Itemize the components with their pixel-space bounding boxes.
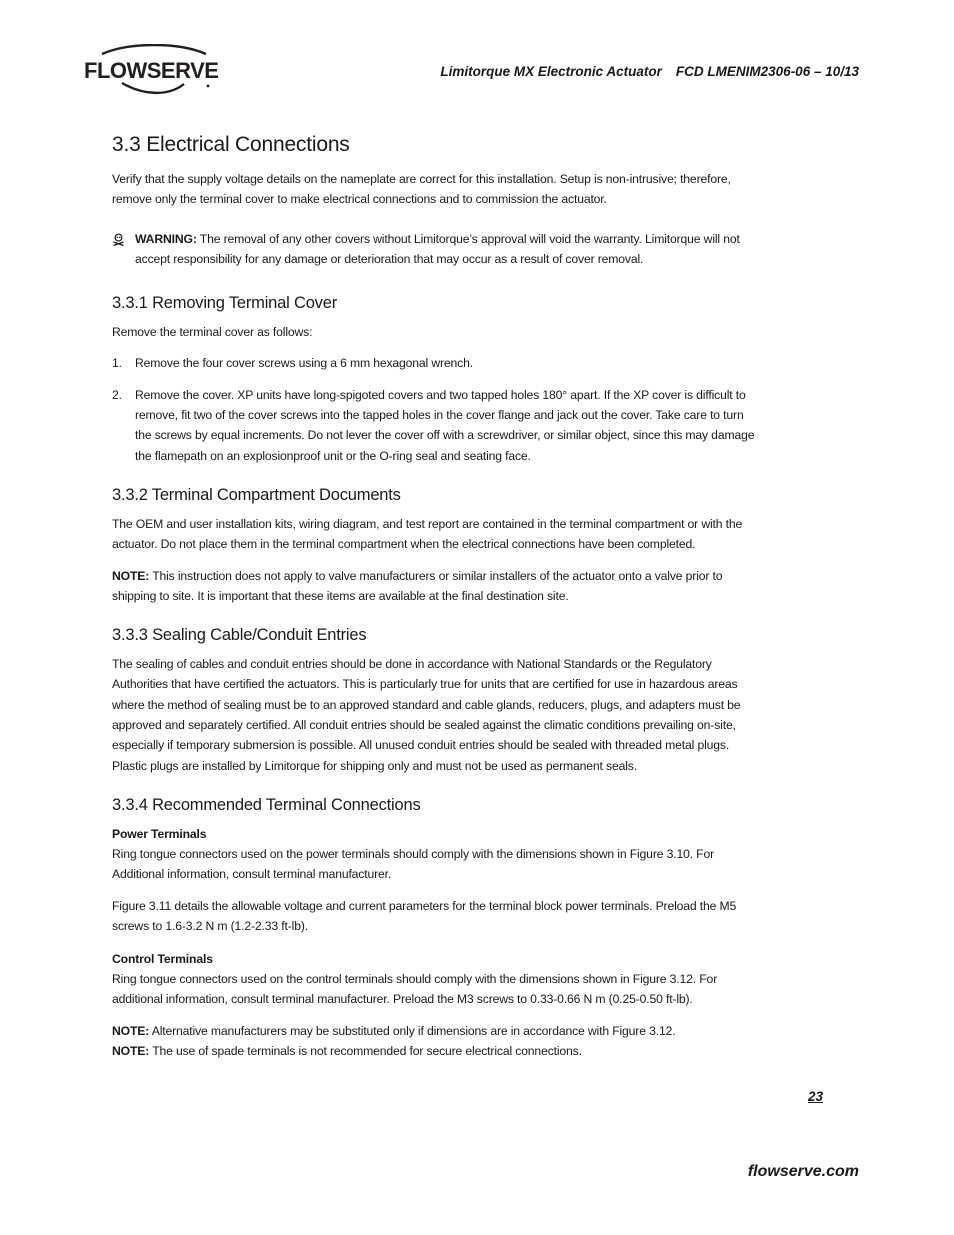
skull-warning-icon	[112, 233, 125, 246]
control-terminals-paragraph: Ring tongue connectors used on the control terminals should comply with the dimensions shown in Figure 3.12. For additional information, consult terminal manufacturer. Preload the M3 screws to 0.33-0.66 N m (0.25-0.50 ft-lb).	[112, 972, 718, 1007]
warning-label: WARNING:	[135, 231, 197, 246]
note-label: NOTE:	[112, 568, 150, 583]
warning-paragraph	[112, 229, 762, 270]
sealing-paragraph: The sealing of cables and conduit entries should be done in accordance with National Standards or the Regulatory Authorities that have certified the actuators. This is particularly true for units that are certified for use in hazardous areas where the method of sealing must be to an approved standard and cable glands, reducers, plugs, and adapters must be approved and separately certified. All conduit entries should be sealed against the climatic conditions prevailing on-site, especially if temporary submersion is possible. All unused conduit entries should be sealed with threaded metal plugs. Plastic plugs are installed by Limitorque for shipping only and must not be used as permanent seals.	[112, 657, 741, 773]
product-name: Limitorque MX Electronic Actuator	[440, 64, 662, 79]
power-terminals-paragraph-2: Figure 3.11 details the allowable voltage and current parameters for the terminal block power terminals. Preload the M5 screws to 1.6-3.2 N m (1.2-2.33 ft-lb).	[112, 898, 737, 933]
subsection-title-3-3-3: 3.3.3 Sealing Cable/Conduit Entries	[112, 626, 367, 645]
page-number: 23	[808, 1089, 824, 1104]
subsection-title-3-3-2: 3.3.2 Terminal Compartment Documents	[112, 485, 401, 504]
note-label: NOTE:	[112, 1023, 150, 1038]
control-terminals-heading: Control Terminals	[112, 952, 213, 967]
warning-text: The removal of any other covers without Limitorque’s approval will void the warranty. Limitorque will not accept responsibility for any damage or deterioration that may occur as a result of cover removal.	[135, 231, 740, 266]
subsection-title-3-3-1: 3.3.1 Removing Terminal Cover	[112, 294, 337, 313]
note-label: NOTE:	[112, 1044, 150, 1059]
documents-paragraph: The OEM and user installation kits, wiring diagram, and test report are contained in the terminal compartment or with the actuator. Do not place them in the terminal compartment when the electrical connections have been completed.	[112, 516, 743, 552]
flowserve-logo	[84, 44, 222, 96]
manufacturer-note	[112, 1021, 762, 1041]
note-text: The use of spade terminals is not recommended for secure electrical connections.	[149, 1044, 582, 1059]
note-text: This instruction does not apply to valve manufacturers or similar installers of the actuator onto a valve prior to shipping to site. It is important that these items are available at the final destination site.	[112, 568, 723, 603]
power-terminals-heading: Power Terminals	[112, 826, 207, 841]
section-intro: Verify that the supply voltage details on the nameplate are correct for this installation. Setup is non-intrusive; therefore, remove only the terminal cover to make electrical connections and to commission the actuator.	[112, 172, 731, 207]
footer-website-link[interactable]: flowserve.com	[747, 1163, 859, 1180]
subsection-title-3-3-4: 3.3.4 Recommended Terminal Connections	[112, 795, 421, 814]
subsection-intro-3-3-1: Remove the terminal cover as follows:	[112, 325, 313, 340]
documents-note	[112, 566, 762, 607]
removal-steps-list	[112, 353, 762, 465]
section-title: 3.3 Electrical Connections	[112, 133, 350, 156]
document-code: FCD LMENIM2306-06 – 10/13	[675, 64, 859, 79]
power-terminals-paragraph-1: Ring tongue connectors used on the power terminals should comply with the dimensions shown in Figure 3.10. For Additional information, consult terminal manufacturer.	[112, 846, 715, 882]
note-text: Alternative manufacturers may be substituted only if dimensions are in accordance with Figure 3.12.	[149, 1023, 676, 1038]
document-header	[440, 64, 859, 79]
page-content	[112, 133, 762, 1072]
spade-terminal-note	[112, 1041, 762, 1061]
list-item: 2. Remove the cover. XP units have long-spigoted covers and two tapped holes 180° apart. If the XP cover is difficult to remove, fit two of the cover screws into the tapped holes in the cover flange and jack out the cover. Take care to turn the screws by equal increments. Do not lever the cover off with a screwdriver, or similar object, since this may damage the flamepath on an explosionproof unit or the O-ring seal and seating face.	[112, 387, 755, 463]
list-item: 1. Remove the four cover screws using a 6 mm hexagonal wrench.	[112, 356, 473, 371]
logo-wordmark: FLOWSERVE	[84, 58, 219, 83]
